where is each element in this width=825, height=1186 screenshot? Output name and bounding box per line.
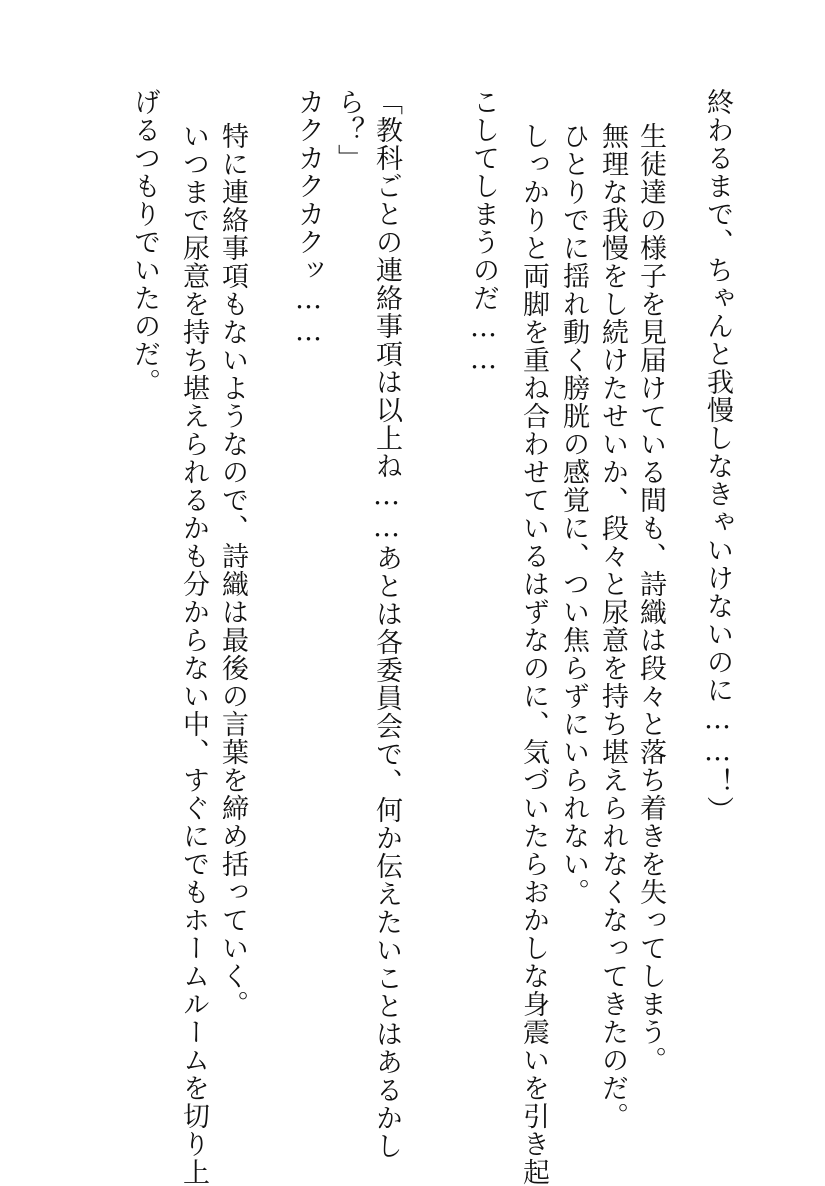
text-line-9: カクカクカクッ……	[293, 88, 324, 348]
text-line-5: しっかりと両脚を重ね合わせているはずなのに、気づいたらおかしな身震いを引き起	[518, 122, 549, 1186]
text-line-6: こしてしまうのだ……	[468, 88, 499, 376]
text-line-3: 無理な我慢をし続けたせいか、段々と尿意を持ち堪えられなくなってきたのだ。	[597, 122, 628, 1130]
text-line-2: 生徒達の様子を見届けている間も、詩織は段々と落ち着きを失ってしまう。	[635, 122, 666, 1074]
text-line-1: 終わるまで、ちゃんと我慢しなきゃいけないのに……！）	[702, 88, 733, 824]
text-line-12: げるつもりでいたのだ。	[129, 88, 160, 396]
text-line-11: いつまで尿意を持ち堪えられるかも分からない中、すぐにでもホームルームを切り上	[178, 122, 209, 1186]
text-line-7: 「教科ごとの連絡事項は以上ね……あとは各委員会で、何か伝えたいことはあるかし	[371, 88, 402, 1160]
text-line-10: 特に連絡事項もないようなので、詩織は最後の言葉を締め括っていく。	[217, 122, 248, 1018]
text-line-4: ひとりでに揺れ動く膀胱の感覚に、つい焦らずにいられない。	[558, 122, 589, 906]
text-line-8: ら？」	[333, 88, 364, 172]
